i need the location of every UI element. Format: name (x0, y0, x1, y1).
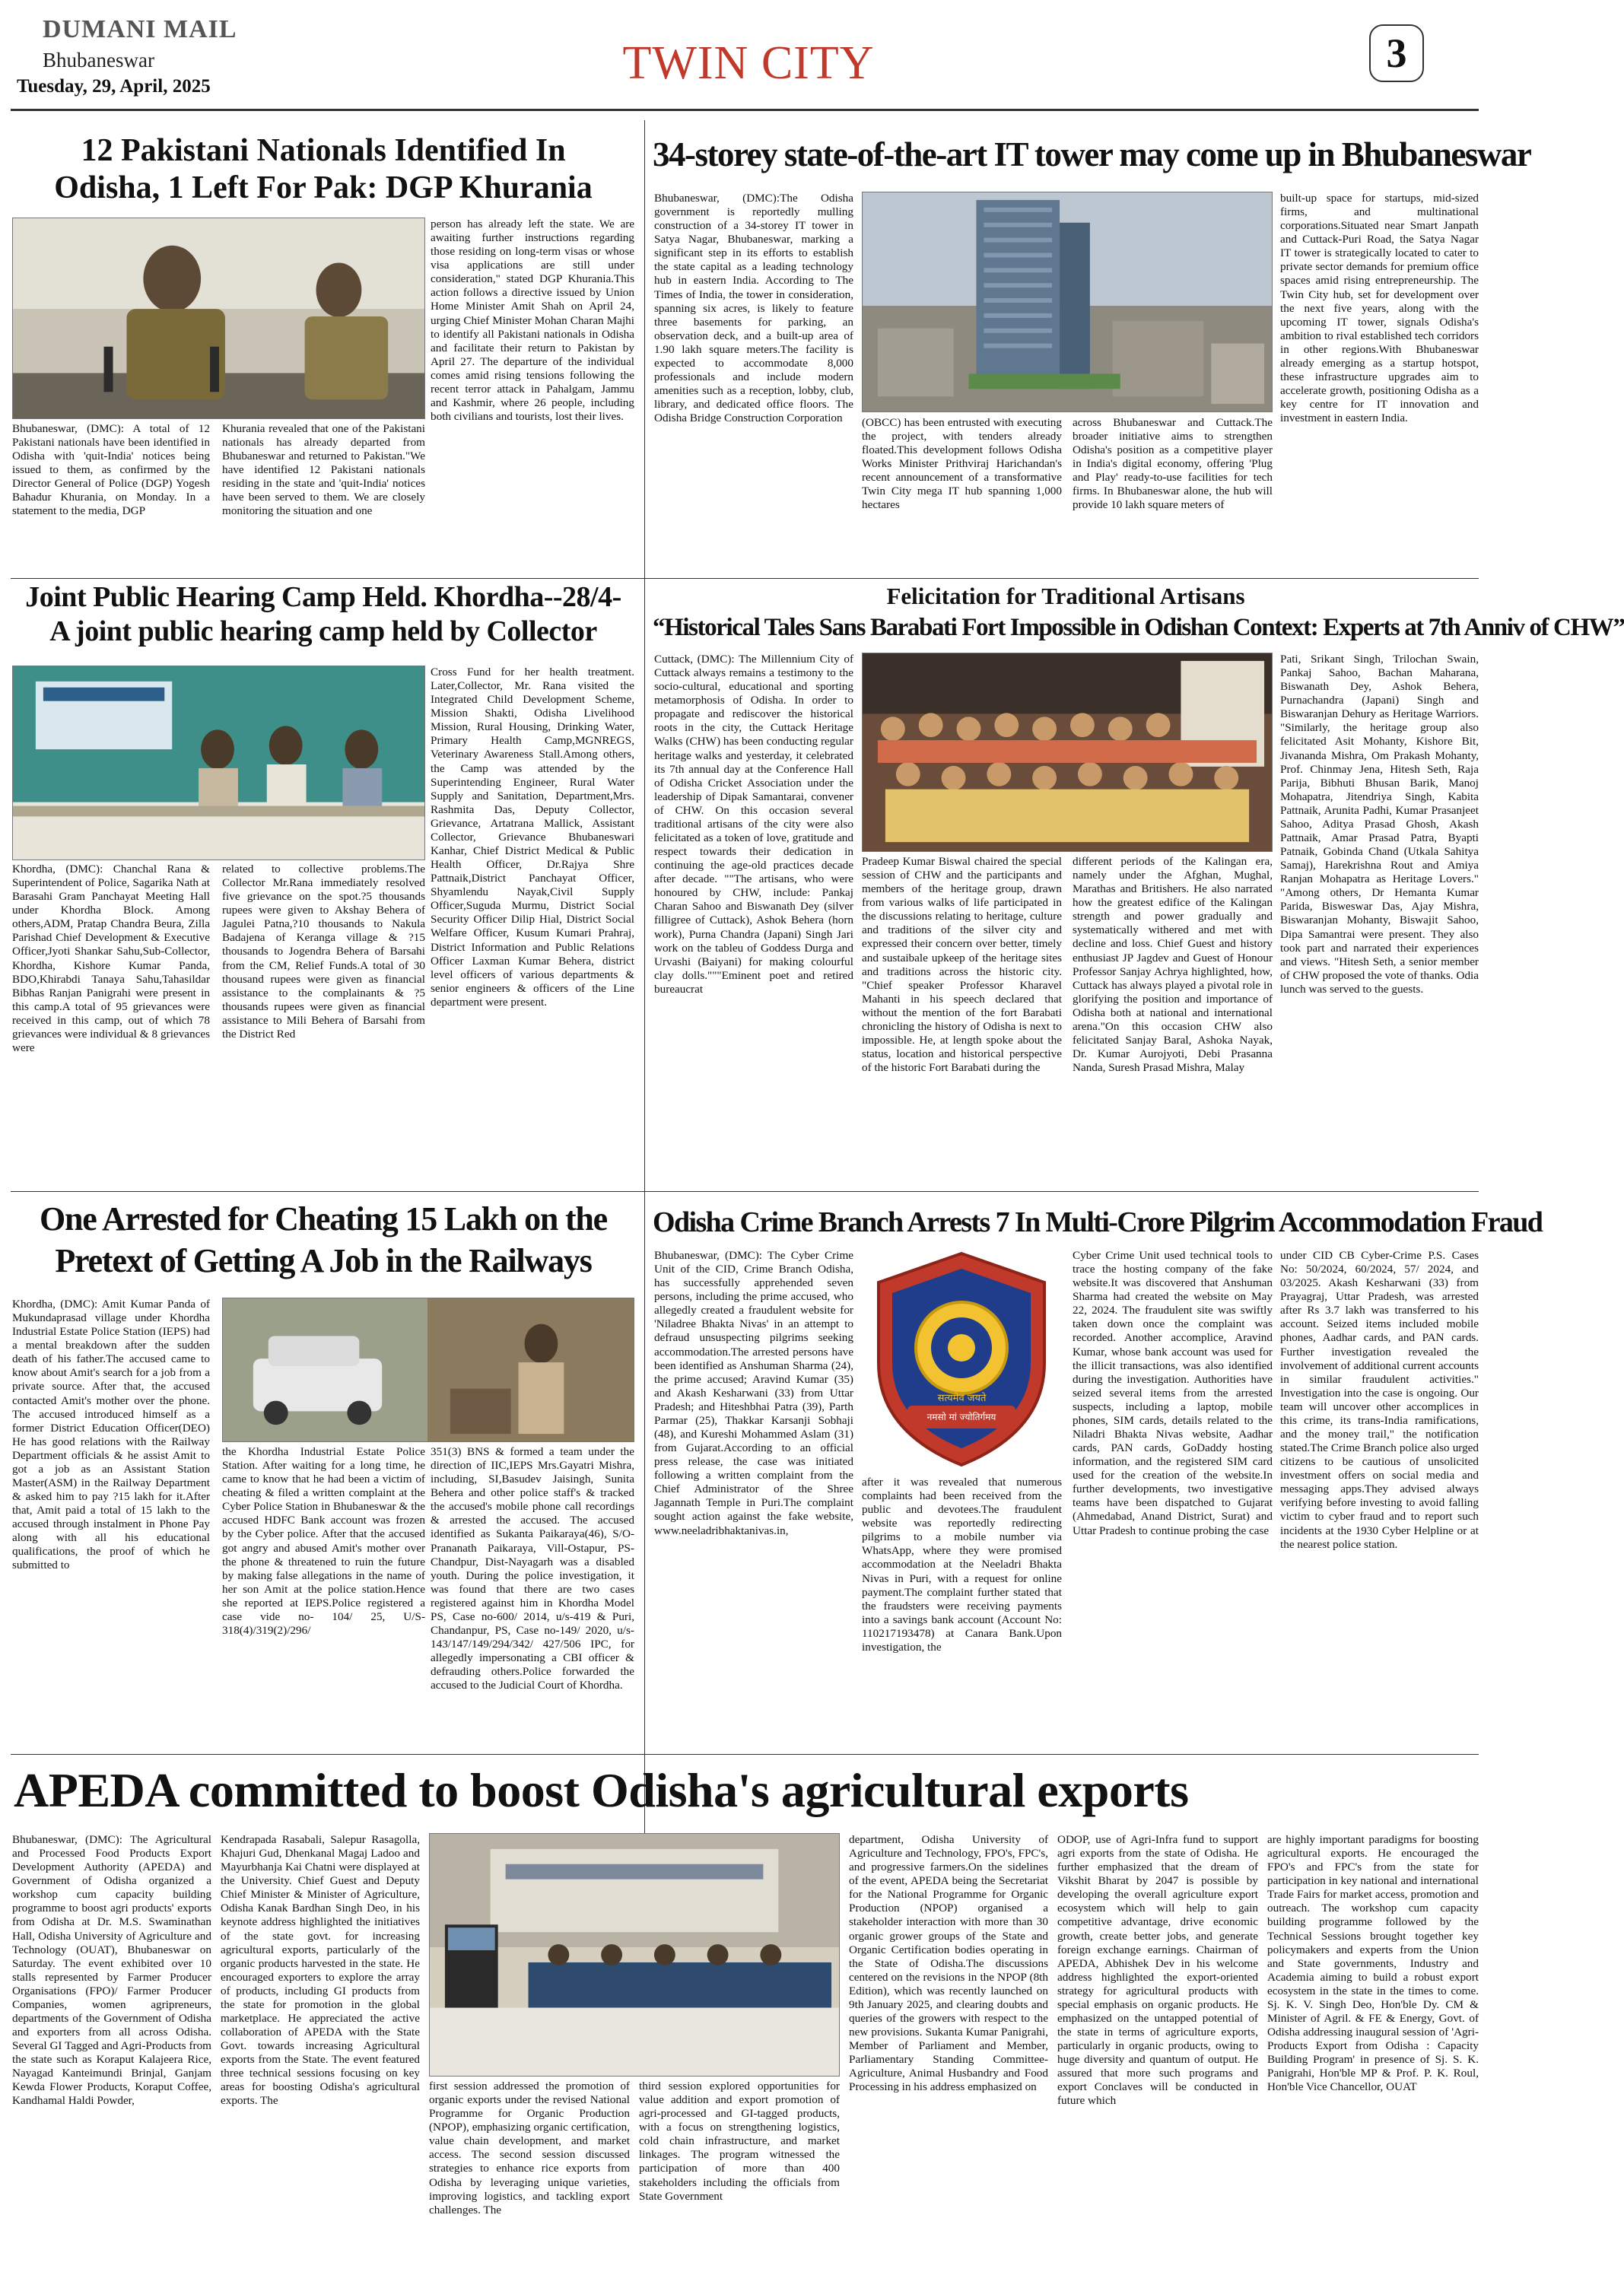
masthead-rule (11, 109, 1479, 111)
it-tower-col-1: Bhubaneswar, (DMC):The Odisha government is reportedly mulling construction of a 34-storey IT tower in Satya Nagar, Bhubaneswar, marking a significant step in its efforts to establish the state capital as a leading technology hub in eastern India. According to The Times of India, the tower in consideration, spanning six acres, is likely to feature three basements for parking, an observation deck, and a built-up area of 1.90 lakh square meters.The facility is expected to accommodate 8,000 professionals and include modern amenities such as a reception, lobby, club, library, and dedicated office floors. The Odisha Bridge Construction Corporation (654, 192, 853, 425)
pakistani-col-3: person has already left the state. We are awaiting further instructions regarding those residing on long-term visas or whose visa applications are still under consideration," stated DGP Khurania.This action follows a directive issued by Union Home Minister Amit Shah on April 24, urging Chief Minister Mohan Charan Majhi to identify all Pakistani nationals in Odisha and facilitate their return to Pakistan by April 27. The departure of the individual comes amid rising tensions following the recent terror attack in Pahalgam, Jammu and Kashmir, where 26 people, including both civilians and tourists, lost their lives. (431, 218, 634, 424)
headline-hearing-2: A joint public hearing camp held by Collector (49, 615, 597, 647)
artisans-col-1: Cuttack, (DMC): The Millennium City of Cuttack always remains a testimony to the socio-cultural, educational and sporting metamorphosis of Odisha. In order to propagate and rediscover the historical roots in the city, the Cuttack Heritage Walks (CHW) has been conducting regular heritage walks and yesterday, it celebrated its 7th annual day at the Conference Hall of Odisha Cricket Association under the leadership of Dipak Samantarai, convener of CHW. On this occasion several traditional artisans of the city were also felicitated as a token of love, gratitude and respect towards their dedication in continuing the age-old practices decade after decade. ""The artisans, who were honoured by CHW, include: Pankaj Charan Sahoo and Biswanath Dey (silver filligree of Cuttack), Ashok Behera (horn work), Purna Chandra (Japani) Singh Jari work on the tableu of Goddess Durga and Urvashi (Baiyani) for making colourful clay dolls."""Eminent poet and retired bureaucrat (654, 653, 853, 996)
headline-it-tower: 34-storey state-of-the-art IT tower may come up in Bhubaneswar (653, 135, 1531, 173)
apeda-col-7: are highly important paradigms for boosting agricultural exports. He encouraged the FPO's and FPC's from the state for participation in key national and international Trade Fairs for market access, promotion and outreach. The workshop cum capacity building programme followed by the Technical Sessions brought together key policymakers and experts from the Union and State governments, Industry and Academia aiming to build a robust export ecosystem in the state in the times to come. Sj. K. V. Singh Deo, Hon'ble Dy. CM & Minister of Agril. & FE & Energy, Govt. of Odisha addressing inaugural session of 'Agri-Products Export from Odisha : Capacity Building Program' in presence of Sj. S. K. Panigrahi, Hon'ble MP & Prof. P. K. Roul, Hon'ble Vice Chancellor, OUAT (1267, 1833, 1479, 2094)
headline-crime-branch: Odisha Crime Branch Arrests 7 In Multi-Crore Pilgrim Accommodation Fraud (653, 1206, 1543, 1238)
apeda-col-4: third session explored opportunities for value addition and export promotion of agri-processed and GI-tagged products, with a focus on strengthening logistics, cold chain infrastructure, and market linkages. The program witnessed the participation of more than 400 stakeholders including the officials from State Government (639, 2080, 840, 2203)
section-rule (11, 1754, 1479, 1755)
logo-satyameva-text: सत्यमेव जयते (937, 1393, 987, 1404)
artisans-col-2: Pradeep Kumar Biswal chaired the special session of CHW and the participants and members of the heritage group, drawn from various walks of life participated in the discussions relating to heritage, culture and traditions of the silver city and expressed their concern over better, timely and sustaibale upkeep of the heritage sites and traditions across the historic city. "Chief speaker Professor Kharavel Mahanti in his speech declared that without the mention of the fort Barabati chronicling the history of Odisha is next to impossible. He, at length spoke about the status, location and historical perspective of the historic Fort Barabati during the (862, 855, 1062, 1075)
column-rule (644, 120, 645, 1841)
section-rule (11, 1191, 1479, 1192)
apeda-col-3: first session addressed the promotion of organic exports under the revised National Programme for Organic Production (NPOP), emphasizing organic certification, value chain development, and market access. The second session discussed strategies to enhance rice exports from Odisha by leveraging unique varieties, improving logistics, and tackling export challenges. The (429, 2080, 630, 2216)
railways-col-1: Khordha, (DMC): Amit Kumar Panda of Mukundaprasad village under Khordha Industrial Estate Police Station (IEPS) had a mental breakdown after the sudden death of his father.The accused came to know about Amit's search for a job from a private source. After that, the accused contacted Amit's mother over the phone. The accused introduced himself as a former District Education Officer(DEO) He has good relations with the Railway Department officials & he assist Amit to got a job as an Assistant Station Master(ASM) in the Railway Department & asked him to pay ?15 lakh for it.After that, Amit paid a total of 15 lakh to the accused through instalment in Phone Pay along with all his educational qualifications, the proof of which he submitted to (12, 1298, 210, 1572)
artisans-col-4: Pati, Srikant Singh, Trilochan Swain, Pankaj Sahoo, Bachan Maharana, Biswanath Dey, Ashok Behera, Purnachandra (Japani) Singh and Biswaranjan Dehury as Heritage Warriors. "Similarly, the heritage group also felicitated Asit Mohanty, Kishore Bit, Jivananda Mishra, Om Prakash Mohanty, Prof. Chinmay Jena, Hitesh Seth, Raja Parija, Bibhuti Bhusan Barik, Manoj Mohapatra, Jitendriya Singh, Kabita Pattnaik, Arunita Padhi, Kumar Prasanjeet Sahoo, Aditya Prasad Ghosh, Akash Pattnaik, Amar Prasad Patra, Byapti Patnaik, Gobinda Chand (Utkala Sahitya Samaj), Harekrishna Rout and Amiya Ranjan Mohapatra as Heritage Lovers." "Among others, Dr Hemanta Kumar Parida, Bisweswar Das, Ajay Mishra, Biswaranjan Mohanty, Biswajit Sahoo, Dipa Samantrai were present. They also took part and narrated their experiences and views. "Hitesh Seth, a senior member of CHW proposed the vote of thanks. Odia lunch was served to the guests. (1280, 653, 1479, 996)
paper-name: DUMANI MAIL (43, 15, 237, 43)
photo-dgp-press-conference (12, 218, 425, 419)
headline-pakistani-2: Odisha, 1 Left For Pak: DGP Khurania (54, 170, 593, 205)
page-number: 3 (1369, 24, 1424, 82)
it-tower-col-4: built-up space for startups, mid-sized firms, and multinational corporations.Situated near Smart Janpath and Cuttack-Puri Road, the Satya Nagar IT tower is strategically located to cater to private sector demands for premium office spaces amid rising entrepreneurship. The Twin City hub, set for development over the next five years, along with the upcoming IT tower, signals Odisha's ambition to rival established tech corridors in other regions.With Bhubaneswar already emerging as a startup hotspot, these infrastructure upgrades aim to accelerate growth, positioning Odisha as a key centre for IT innovation and investment in eastern India. (1280, 192, 1479, 425)
headline-artisans: “Historical Tales Sans Barabati Fort Impossible in Odishan Context: Experts at 7th Anniv of CHW” (653, 614, 1624, 641)
headline-railways-1: One Arrested for Cheating 15 Lakh on the (39, 1200, 608, 1238)
hearing-col-3: Cross Fund for her health treatment. Later,Collector, Mr. Rana visited the Integrated Child Development Scheme, Mission Shakti, Odisha Livelihood Mission, Rural Housing, Drinking Water, Primary Health Camp,MGNREGS, Veterinary Awareness Stall.Among others, the Camp was attended by the Superintending Engineer, Rural Water Supply and Sanitation, Department,Mrs. Rashmita Das, Deputy Collector, Grievance, Artatrana Mallick, Assistant Collector, Grievance Bhubaneswari Kanhar, Chief District Medical & Public Health Officer, Dr.Rajya Shre Pattnaik,District Panchayat Officer, Shyamlendu Nayak,Civil Supply Officer,Suguda Murmu, District Social Security Officer Dilip Hial, District Social Welfare Officer, Kusum Kumari Prahraj, District Information and Public Relations Officer Laxman Kumar Behera, district level officers of various departments & senior engineers & officers of the Line department were present. (431, 666, 634, 1009)
hearing-col-2: related to collective problems.The Collector Mr.Rana immediately resolved five grievance on the spot.?5 thousands rupees were given to Akshay Behera of Jagulei Patna,?10 thousands to Nakula Badajena of Keranga village & ?15 thousands to Jogendra Behera of Barsahi from the CM, Relief Funds.A total of 30 thousand rupees were given as financial assistance to the complainants & ?5 thousands rupees were given as financial assistance to Mili Behera of Barsahi from the District Red (222, 863, 425, 1041)
photo-railways-arrest (222, 1298, 634, 1442)
odisha-police-logo (862, 1249, 1062, 1470)
photo-hearing-camp (12, 666, 425, 860)
crime-branch-col-1: Bhubaneswar, (DMC): The Cyber Crime Unit of the CID, Crime Branch Odisha, has successfully apprehended seven persons, including the prime accused, who allegedly created a fraudulent website for 'Niladree Bhakta Nivas' in an attempt to defraud unsuspecting pilgrims seeking accommodation.The arrested persons have been identified as Anshuman Sharma (24), the prime accused; Aravind Kumar (35) and Akash Kesharwani (33) from Uttar Pradesh; and Hiteshbhai Patra (39), Parth Parmar (25), Thakkar Karsanji Sobhaji (48), and Kureshi Mohammed Aslam (31) from Gujarat.According to an official press release, the case was initiated following a written complaint from the Chief Administrator of the Shree Jagannath Temple in Puri.The complaint sought action against the fake website, www.neeladribhaktanivas.in, (654, 1249, 853, 1537)
it-tower-col-2: (OBCC) has been entrusted with executing the project, with tenders already floated.This development follows Odisha Works Minister Prithviraj Harichandan's recent announcement of a transformative Twin City mega IT hub spanning 1,000 hectares (862, 416, 1062, 512)
headline-hearing-1: Joint Public Hearing Camp Held. Khordha--28/4- (25, 581, 621, 613)
railways-col-2: the Khordha Industrial Estate Police Station. After waiting for a long time, he came to know that he had been a victim of cheating & filed a written complaint at the Cyber Police Station in Bhubaneswar & the accused HDFC Bank account was frozen by the Cyber police. After that the accused got angry and abused Amit's mother over the phone & threatened to ruin the future by making false allegations in the name of her son Amit at the police station.Hence she reported at IEPS.Police registered a case vide no- 104/ 25, U/S-318(4)/319(2)/296/ (222, 1445, 425, 1638)
apeda-col-6: ODOP, use of Agri-Infra fund to support agri exports from the state of Odisha. He further emphasized that the dream of Vikshit Bharat by 2047 is possible by developing the overall agriculture export ecosystem which will help to gain competitive advantage, drive economic growth, create better jobs, and generate foreign exchange earnings. Chairman of APEDA, Abhishek Dev in his welcome address highlighted the export-oriented strategy for agricultural products with special emphasis on organic products. He emphasized on the untapped potential of the state in terms of agriculture exports, particularly in organic products, owing to huge diversity and quantum of output. He assured that more such programs and export Conclaves will be conducted in future which (1057, 1833, 1258, 2108)
apeda-col-5: department, Odisha University of Agriculture and Technology, FPO's, FPC's, and progressive farmers.On the sidelines of the event, APEDA being the Secretariat for the National Programme for Organic Production (NPOP) organised a stakeholder interaction with more than 30 organic grower groups of the State and Organic Certification bodies operating in the State of Odisha.The discussions centered on the revisions in the NPOP (8th Edition), which was recently launched on 9th January 2025, and clearing doubts and queries of the growers with respect to the new provisions. Sukanta Kumar Panigrahi, Member of Parliament and Member, Parliamentary Standing Committee-Agriculture, Animal Husbandry and Food Processing in his address emphasized on (849, 1833, 1048, 2094)
crime-branch-col-4: under CID CB Cyber-Crime P.S. Cases No: 50/2024, 60/2024, 57/ 2024, and 03/2025. Akash Kesharwani (33) from Prayagraj, Uttar Pradesh, was arrested after Rs 3.7 lakh was transferred to his account. Seized items included mobile phones, Aadhar cards, and PAN cards. Further investigation revealed the involvement of additional current accounts in similar fraudulent activities." Investigation into the case is ongoing. Our team will uncover other accomplices in this crime, its trans-India ramifications, and the money trail," the notification stated.The Crime Branch police also urged citizens to be cautious of unsolicited investment offers on social media and messaging apps.They advised always verifying before investing to avoid falling victim to cyber fraud and to report such incidents at the 1930 Cyber Helpline or at the nearest police station. (1280, 1249, 1479, 1551)
pakistani-col-2: Khurania revealed that one of the Pakistani nationals has already departed from Bhubaneswar and returned to Pakistan."We have identified 12 Pakistani nationals residing in the state and 'quit-India' notices have been served to them. We are closely monitoring the situation and one (222, 422, 425, 518)
masthead (11, 11, 1479, 100)
crime-branch-col-3: Cyber Crime Unit used technical tools to trace the hosting company of the fake website.It was discovered that Anshuman Sharma had created the website on May 22, 2024. The fraudulent site was swiftly taken down once the complaint was recorded. Another accomplice, Aravind Kumar, whose bank account was used for the illicit transactions, was also identified during the investigation. Authorities have seized several items from the arrested suspects, including a laptop, mobile phones, SIM cards, details related to the Niladri Bhakta Nivas website, Aadhar cards, PAN cards, GoDaddy hosting information, and the registered SIM card used for the creation of the website.In further developments, two investigative teams have been dispatched to Gujarat (Ahmedabad, Anand District, Surat) and Uttar Pradesh to continue probing the case (1073, 1249, 1273, 1537)
issue-date: Tuesday, 29, April, 2025 (17, 76, 211, 97)
apeda-col-2: Kendrapada Rasabali, Salepur Rasagolla, Khajuri Gud, Dhenkanal Magaj Ladoo and Mayurbhanja Kai Chatni were displayed at the University. Chief Guest and Deputy Chief Minister & Minister of Agriculture, Odisha Kanak Bardhan Singh Deo, in his keynote address highlighted the initiatives of the state govt. for increasing agricultural exports, particularly of the organic products harvested in the state. He encouraged exporters to explore the array of products, including GI products from the state for promotion in the global marketplace. He appreciated the active collaboration of APEDA with the State Govt. towards increasing Agricultural exports from the State. The event featured three technical sessions focusing on key areas for boosting Odisha's agricultural exports. The (221, 1833, 420, 2108)
crime-branch-col-2: after it was revealed that numerous complaints had been received from the public and devotees.The fraudulent website was reportedly redirecting pilgrims to a mobile number via WhatsApp, where they were promised accommodation at the Neeladri Bhakta Nivas in Puri, with a request for online payment.The complaint further stated that the fraudsters were receiving payments into a savings bank account (Account No: 110217193478) at Canara Bank.Upon investigation, the (862, 1476, 1062, 1654)
hearing-col-1: Khordha, (DMC): Chanchal Rana & Superintendent of Police, Sagarika Nath at Barasahi Gram Panchayat Meeting Hall under Khordha Block. Among others,ADM, Pratap Chandra Beura, Zilla Parishad Chief Development & Executive Officer,Jyoti Shankar Sahu,Sub-Collector, Khordha, Kishore Kumar Panda, BDO,Khirabdi Tanaya Sahu,Tahasildar Bibhas Ranjan Panigrahi were present in this camp.A total of 95 grievances were received in this camp, out of which 78 grievances were individual & 8 grievances were (12, 863, 210, 1055)
artisans-col-3: different periods of the Kalingan era, namely under the Afghan, Mughal, Marathas and Britishers. He also narrated how the greatest edifice of the Kalingan strength and power gradually and systematically withered and met with decline and loss. Chief Guest and history enthusiast JP Jagdev and Guest of Honour Professor Sanjay Achrya highlighted, how, Cuttack has always played a pivotal role in glorifying the position and importance of Odisha both at national and international arena."On this occasion CHW also felicitated Sanjay Baral, Ashoka Nayak, Dr. Kumar Aurojyoti, Debi Prasanna Nanda, Suresh Prasad Mishra, Malay (1073, 855, 1273, 1075)
photo-artisans-felicitation (862, 653, 1273, 852)
apeda-col-1: Bhubaneswar, (DMC): The Agricultural and Processed Food Products Export Development Authority (APEDA) and Government of Odisha organized a workshop cum capacity building programme to boost agri products' exports from Odisha at Dr. M.S. Swaminathan Hall, Odisha University of Agriculture and Technology (OUAT), Bhubaneswar on Saturday. The event exhibited over 10 stalls represented by Farmer Producer Organisations (FPO)/ Farmer Producer Companies, women agripreneurs, departments of the Government of Odisha and exporters from all across Odisha. Several GI Tagged and Agri-Products from the state such as Koraput Kalajeera Rice, Nayagad Kanteimundi Brinjal, Ganjam Kewda Flower Products, Koraput Coffee, Kandhamal Haldi Powder, (12, 1833, 211, 2108)
section-rule (11, 578, 1479, 579)
headline-railways-2: Pretext of Getting A Job in the Railways (55, 1242, 592, 1279)
pakistani-col-1: Bhubaneswar, (DMC): A total of 12 Pakistani nationals have been identified in Odisha with 'quit-India' notices being issued to them, as confirmed by the Director General of Police (DGP) Yogesh Bahadur Khurania, on Monday. In a statement to the media, DGP (12, 422, 210, 518)
artisans-kicker: Felicitation for Traditional Artisans (886, 583, 1245, 609)
logo-motto-text: नमसो मां ज्योतिर्गमय (926, 1412, 996, 1422)
it-tower-col-3: across Bhubaneswar and Cuttack.The broader initiative aims to strengthen Odisha's position as a competitive player in India's digital economy, offering 'Plug and Play' ready-to-use facilities for tech firms. In Bhubaneswar alone, the hub will provide 10 lakh square meters of (1073, 416, 1273, 512)
headline-apeda: APEDA committed to boost Odisha's agricultural exports (14, 1763, 1189, 1817)
photo-it-tower (862, 192, 1273, 412)
city-name: Bhubaneswar (43, 49, 154, 71)
headline-pakistani-1: 12 Pakistani Nationals Identified In (81, 133, 566, 168)
railways-col-3: 351(3) BNS & formed a team under the direction of IIC,IEPS Mrs.Gayatri Mishra, including, SI,Basudev Jaisingh, Sunita Behera and other police staff's & tracked the accused's mobile phone call recordings & arrested the accused. The accused identified as Sukanta Paikaraya(46), S/O-Prananath Paikaraya, Vill-Ostapur, PS-Chandpur, Dist-Nayagarh was a disabled youth. During the police investigation, it was found that there are two cases registered against him in Khordha Model PS, Case no-600/ 2014, u/s-419 & Puri, Chandanpur, PS, Case no-149/ 2020, u/s-143/147/149/294/342/ 427/506 IPC, for allegedly impersonating a CBI officer & defrauding others.Police forwarded the accused to the Judicial Court of Khordha. (431, 1445, 634, 1692)
section-title: TWIN CITY (622, 37, 875, 89)
photo-apeda-workshop (429, 1833, 840, 2077)
